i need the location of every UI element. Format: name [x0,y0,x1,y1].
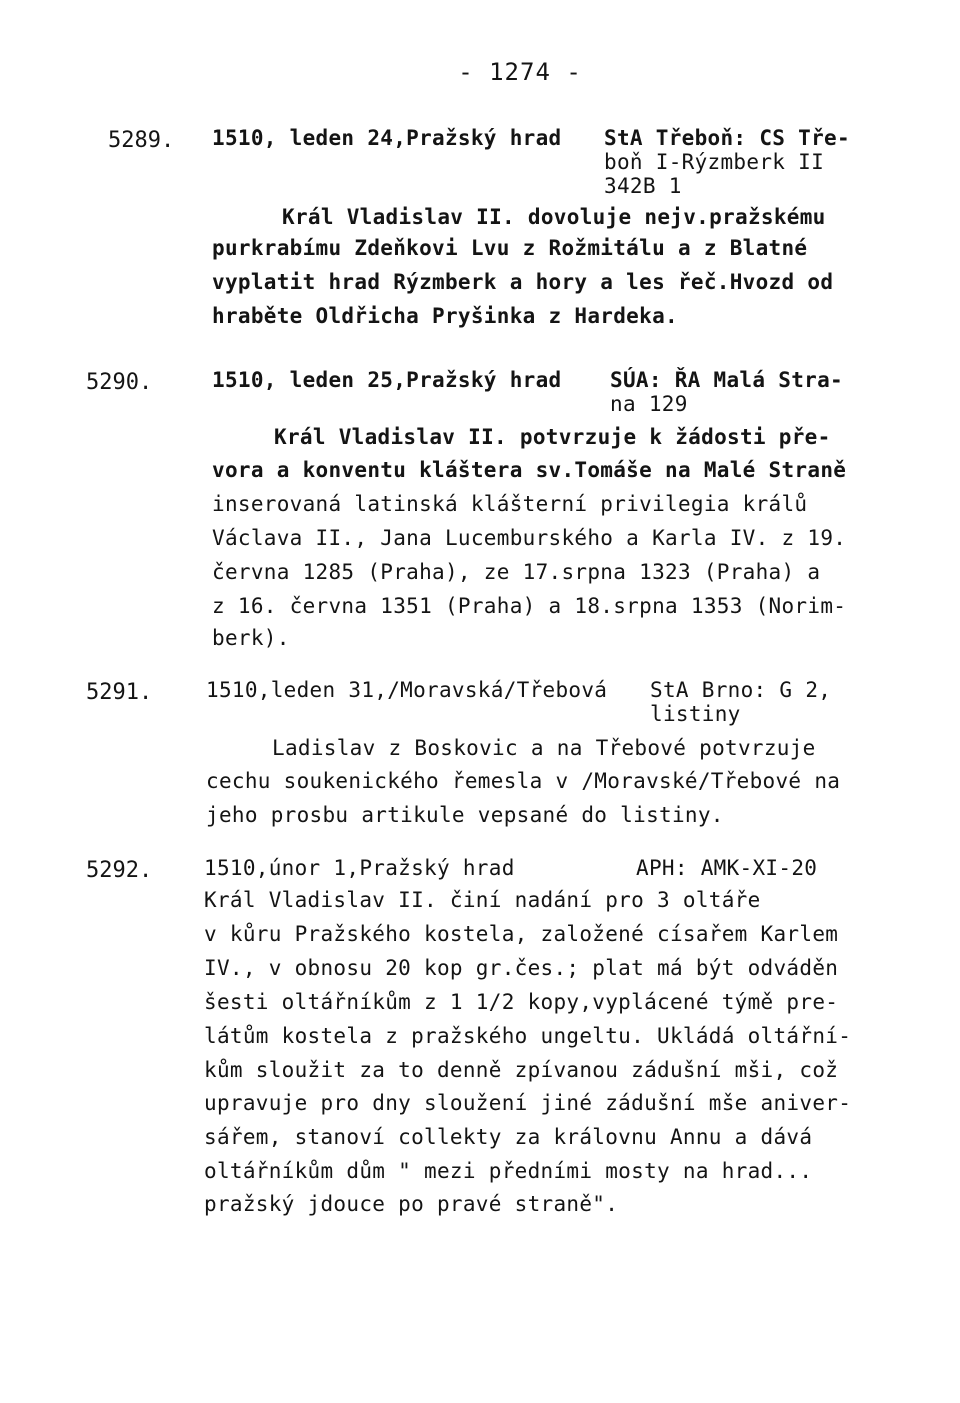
entry-source-line: StA Třeboň: CS Tře- [604,126,850,150]
entry-date-place: 1510,leden 31,/Moravská/Třebová [206,678,608,702]
entry-text-line: šesti oltářníkům z 1 1/2 kopy,vyplácené týmě pre- [204,990,839,1014]
entry-text-line: Král Vladislav II. potvrzuje k žádosti pře- [274,425,831,449]
entry-date-place: 1510, leden 24,Pražský hrad [212,126,562,150]
entry-text-line: IV., v obnosu 20 kop gr.čes.; plat má být odváděn [204,956,839,980]
entry-number: 5289. [108,128,175,153]
entry-source-line: APH: AMK-XI-20 [636,856,818,880]
entry-text-line: inserovaná latinská klášterní privilegia králů [212,492,808,516]
entry-text-line: purkrabímu Zdeňkovi Lvu z Rožmitálu a z Blatné [212,236,808,260]
entry-text-line: Král Vladislav II. dovoluje nejv.pražskému [282,205,826,229]
entry-text-line: v kůru Pražského kostela, založené císařem Karlem [204,922,839,946]
entry-source-line: StA Brno: G 2, [650,678,832,702]
entry-text-line: vyplatit hrad Rýzmberk a hory a les řeč.Hvozd od [212,270,834,294]
entry-text-line: kům sloužit za to denně zpívanou zádušní mši, což [204,1058,839,1082]
entry-text-line: cechu soukenického řemesla v /Moravské/Třebové na [206,769,841,793]
entry-text-line: oltářníkům dům " mezi předními mosty na hrad... [204,1159,813,1183]
entry-date-place: 1510, leden 25,Pražský hrad [212,368,562,392]
entry-text-line: upravuje pro dny sloužení jiné zádušní mše aniver- [204,1091,852,1115]
entry-number: 5290. [86,370,153,395]
entry-source-line: SÚA: ŘA Malá Stra- [610,368,843,392]
entry-text-line: berk). [212,626,290,650]
entry-source-line: boň I-Rýzmberk II [604,150,825,174]
entry-text-line: Král Vladislav II. činí nadání pro 3 oltáře [204,888,761,912]
entry-text-line: z 16. června 1351 (Praha) a 18.srpna 1353 (Norim- [212,594,847,618]
entry-text-line: Václava II., Jana Lucemburského a Karla IV. z 19. [212,526,847,550]
entry-number: 5291. [86,680,153,705]
entry-text-line: vora a konventu kláštera sv.Tomáše na Malé Straně [212,458,847,482]
entry-text-line: pražský jdouce po pravé straně". [204,1192,619,1216]
entry-source-line: na 129 [610,392,688,416]
entry-text-line: června 1285 (Praha), ze 17.srpna 1323 (Praha) a [212,560,821,584]
page-number: - 1274 - [458,58,582,86]
entry-text-line: Ladislav z Boskovic a na Třebové potvrzuje [272,736,816,760]
entry-text-line: hraběte Oldřicha Pryšinka z Hardeka. [212,304,678,328]
entry-source-line: 342B 1 [604,174,682,198]
entry-date-place: 1510,únor 1,Pražský hrad [204,856,515,880]
entry-text-line: sářem, stanoví collekty za královnu Annu a dává [204,1125,813,1149]
entry-source-line: listiny [650,702,741,726]
entry-text-line: látům kostela z pražského ungeltu. Ukládá oltářní- [204,1024,852,1048]
entry-number: 5292. [86,858,153,883]
entry-text-line: jeho prosbu artikule vepsané do listiny. [206,803,724,827]
